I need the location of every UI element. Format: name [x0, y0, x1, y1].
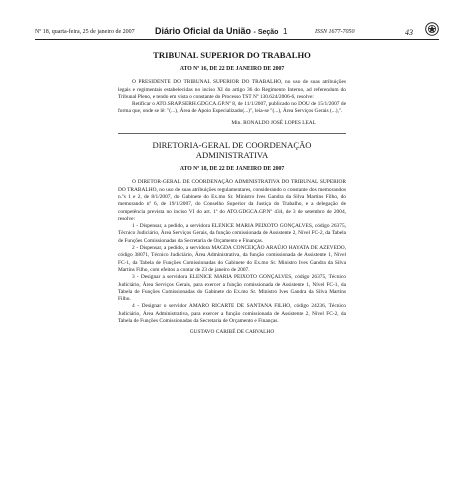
journal-title — [155, 26, 287, 36]
page-header — [35, 26, 421, 38]
act18-paragraph-1: O DIRETOR-GERAL DE COORDENAÇÃO ADMINISTRATIVA DO TRIBUNAL SUPERIOR DO TRABALHO, no uso de suas atribuições regulamentares, considerando o constante dos memorandos n.ºs 1 e 2, de 8/1/2007, do Gabinete do Ex.mo Sr. Ministro Ives Gandra da Silva Martins Filho, do memorando nº 6, de 19/1/2007, do Conselho Superior da Justiça do Trabalho, e a delegação de competência prevista no inciso VI do art. 1º do ATO.GDGCA.GP.Nº 434, de 3 de setembro de 2004, resolve: — [118, 179, 346, 222]
issn: ISSN 1677-7050 — [315, 29, 355, 35]
act18-signature: GUSTAVO CARIBÉ DE CARVALHO — [189, 329, 275, 336]
act16-paragraph-2: Retificar o ATO.SRAP.SERH.GDGCA.GP.Nº 8, de 11/1/2007, publicado no DOU de 15/1/2007 de forma que, onde se lê: "(...), Área de Apoio Especializado(...)", leia-se "(...), Área Serviços Gerais (...),". — [118, 101, 346, 115]
org-title-tst: TRIBUNAL SUPERIOR DO TRABALHO — [153, 50, 311, 60]
content-column — [118, 48, 346, 337]
act16-paragraph-1: O PRESIDENTE DO TRIBUNAL SUPERIOR DO TRABALHO, no uso de suas atribuições legais e regimentais estabelecidas no inciso XI do artigo 36 do Regimento Interno, ad referendum do Tribunal Pleno, e tendo em vista o constante do Processo TST Nº 130.624/2006-6, resolve: — [118, 79, 346, 100]
section-divider — [118, 133, 346, 134]
act18-paragraph-3: 2 - Dispensar, a pedido, a servidora MAGDA CONCEIÇÃO ARAÚJO HAYATA DE AZEVEDO, código 38071, Técnico Judiciário, Área Administrativa, da função comissionada de Assistente 1, Nível FC-1, da Tabela de Funções Comissionadas do Gabinete do Ex.mo Sr. Ministro Ives Gandra da Silva Martins Filho, com efeitos a contar de 23 de janeiro de 2007. — [118, 245, 346, 273]
header-rule — [35, 39, 439, 40]
act16-signature: Min. RONALDO JOSÉ LOPES LEAL — [231, 119, 316, 126]
section-label: - Seção — [253, 29, 279, 36]
issue-info: Nº 18, quarta-feira, 25 de janeiro de 2007 — [35, 29, 135, 35]
act18-paragraph-2: 1 - Dispensar, a pedido, a servidora ELENICE MARIA PEIXOTO GONÇALVES, código 26375, Técnico Judiciário, Área Serviços Gerais, da função comissionada de Assistente 2, Nível FC-2, da Tabela de Funções Comissionadas da Secretaria de Orçamento e Finanças. — [118, 223, 346, 244]
act18-paragraph-4: 3 - Designar a servidora ELENICE MARIA PEIXOTO GONÇALVES, código 26375, Técnico Judiciário, Área Serviços Gerais, para exercer a função comissionada de Assistente 1, Nível FC-1, da Tabela de Funções Comissionadas do Gabinete do Ex.mo Sr. Ministro Ives Gandra da Silva Martins Filho. — [118, 274, 346, 303]
act18-paragraph-5: 4 - Designar o servidor AMARO RICARTE DE SANTANA FILHO, código 24236, Técnico Judiciário, Área Administrativa, para exercer a função comissionada de Assistente 2, Nível FC-2, da Tabela de Funções Comissionadas da Secretaria de Orçamento e Finanças. — [118, 303, 346, 325]
act-heading-16: ATO Nº 16, DE 22 DE JANEIRO DE 2007 — [179, 66, 285, 72]
org-title-dgca-line1: DIRETORIA-GERAL DE COORDENAÇÃO — [152, 140, 312, 151]
journal-name: Diário Oficial da União — [155, 26, 252, 36]
coat-of-arms-icon — [425, 22, 439, 36]
page-number: 43 — [405, 28, 413, 37]
act-heading-18: ATO Nº 18, DE 22 DE JANEIRO DE 2007 — [179, 166, 285, 173]
section-number: 1 — [282, 27, 288, 36]
org-title-dgca-line2: ADMINISTRATIVA — [195, 150, 269, 161]
